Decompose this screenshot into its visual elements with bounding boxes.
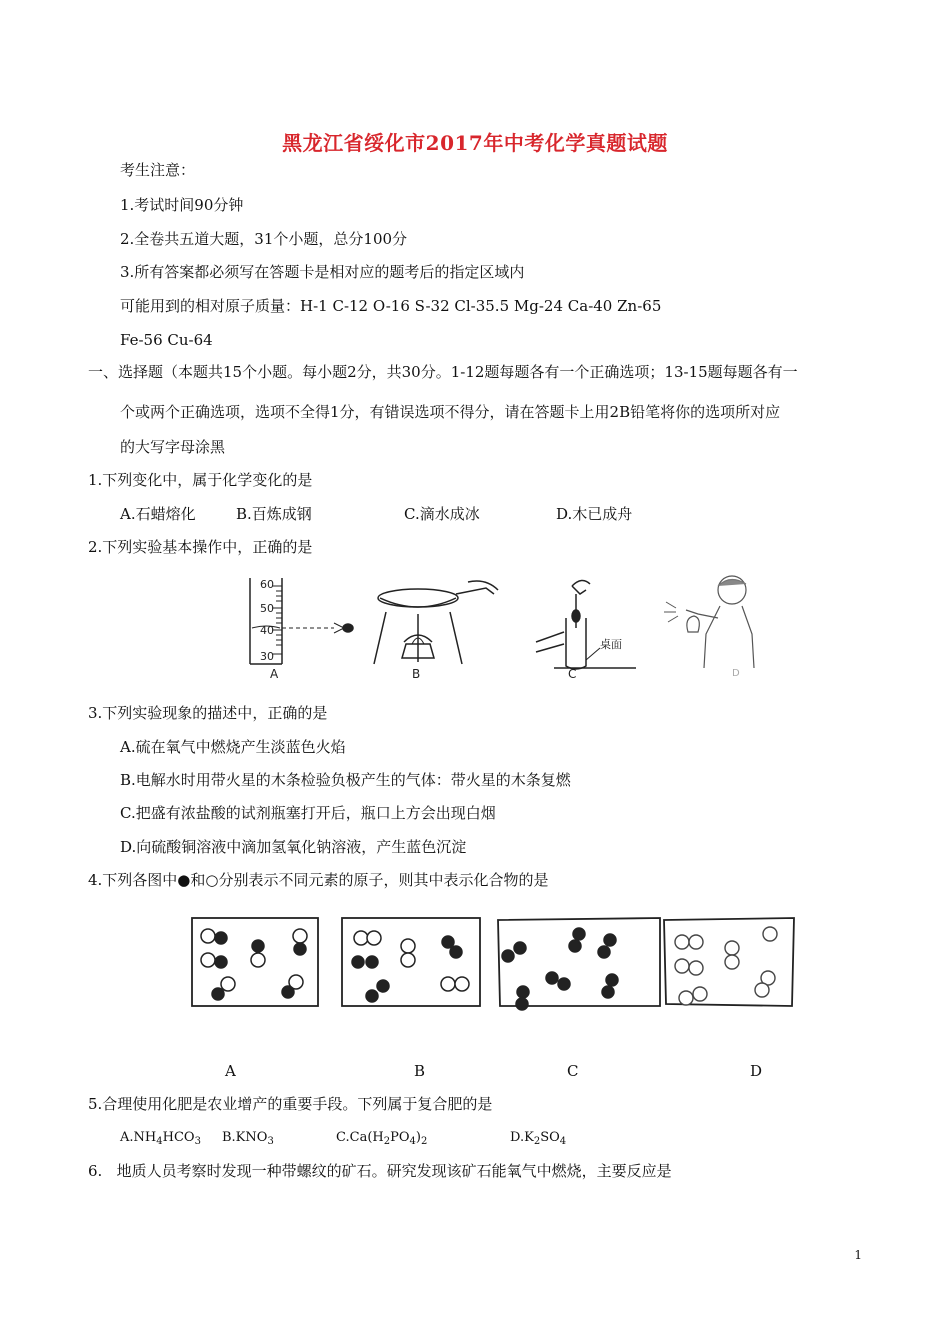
question-4-particle-diagrams [186, 912, 806, 1012]
question-4-label-c: C [567, 1062, 579, 1080]
question-3-option-c: C.把盛有浓盐酸的试剂瓶塞打开后，瓶口上方会出现白烟 [120, 804, 496, 822]
question-1-option-d: D.木已成舟 [556, 505, 633, 523]
atomic-masses-line-2: Fe-56 Cu-64 [120, 331, 213, 349]
question-5-stem: 5.合理使用化肥是农业增产的重要手段。下列属于复合肥的是 [88, 1095, 493, 1113]
question-6-stem: 6. 地质人员考察时发现一种带螺纹的矿石。研究发现该矿石能氧气中燃烧，主要反应是 [88, 1162, 672, 1180]
question-4-label-d: D [750, 1062, 763, 1080]
atomic-masses-line-1: 可能用到的相对原子质量：H-1 C-12 O-16 S-32 Cl-35.5 Mg-24 Ca-40 Zn-65 [120, 297, 662, 315]
figure-label-c: C [568, 667, 577, 681]
notice-heading: 考生注意： [120, 161, 196, 179]
particles-d [675, 927, 777, 1005]
page-number: 1 [854, 1248, 862, 1262]
section-1-instructions-cont: 个或两个正确选项，选项不全得1分，有错误选项不得分，请在答题卡上用2B铅笔将你的选项所对应 [120, 403, 781, 421]
question-3-stem: 3.下列实验现象的描述中，正确的是 [88, 704, 328, 722]
figure-label-d: D [732, 668, 740, 679]
notice-item-2: 2.全卷共五道大题，31个小题，总分100分 [120, 230, 408, 248]
figure-label-a: A [270, 667, 279, 681]
question-1-option-b: B.百炼成钢 [236, 505, 312, 523]
question-2-figures [236, 572, 796, 684]
question-1-stem: 1.下列变化中，属于化学变化的是 [88, 471, 313, 489]
question-4-stem: 4.下列各图中●和○分别表示不同元素的原子，则其中表示化合物的是 [88, 871, 549, 889]
figure-label-b: B [412, 667, 421, 681]
question-4-label-a: A [225, 1062, 236, 1080]
question-5-option-c: $C.Ca(H_2PO_4)_2$ [336, 1130, 428, 1147]
particles-a [201, 929, 307, 1000]
cylinder-tick-60: 60 [260, 578, 274, 591]
page-title: 黑龙江省绥化市2017年中考化学真题试题 [282, 131, 668, 155]
section-1-instructions-end: 的大写字母涂黑 [120, 438, 226, 456]
particles-c [502, 928, 618, 1010]
question-4-label-b: B [414, 1062, 426, 1080]
question-5-option-a: $A.NH_4HCO_3$ [120, 1130, 201, 1147]
section-1-instructions: 一、选择题（本题共15个小题。每小题2分，共30分。1-12题每题各有一个正确选项；13-15题每题各有一 [88, 363, 798, 381]
notice-item-1: 1.考试时间90分钟 [120, 196, 244, 214]
notice-item-3: 3.所有答案都必须写在答题卡是相对应的题考后的指定区域内 [120, 263, 525, 281]
cylinder-tick-30: 30 [260, 650, 274, 663]
question-2-stem: 2.下列实验基本操作中，正确的是 [88, 538, 313, 556]
desk-label: 桌面 [600, 638, 622, 651]
cylinder-tick-50: 50 [260, 602, 274, 615]
smelling-boy-figure [664, 576, 754, 668]
question-5-option-d: $D.K_2SO_4$ [510, 1130, 567, 1147]
question-3-option-b: B.电解水时用带火星的木条检验负极产生的气体：带火星的木条复燃 [120, 771, 571, 789]
question-1-option-a: A.石蜡熔化 [120, 505, 196, 523]
dropper-test-tube-figure [536, 580, 636, 669]
particles-b [352, 931, 469, 1002]
question-5-option-b: $B.KNO_3$ [222, 1130, 274, 1147]
question-1-option-c: C.滴水成冰 [404, 505, 480, 523]
question-3-option-d: D.向硫酸铜溶液中滴加氢氧化钠溶液，产生蓝色沉淀 [120, 838, 467, 856]
cylinder-tick-40: 40 [260, 624, 274, 637]
evaporating-dish-tripod-figure [374, 581, 498, 664]
question-3-option-a: A.硫在氧气中燃烧产生淡蓝色火焰 [120, 738, 346, 756]
